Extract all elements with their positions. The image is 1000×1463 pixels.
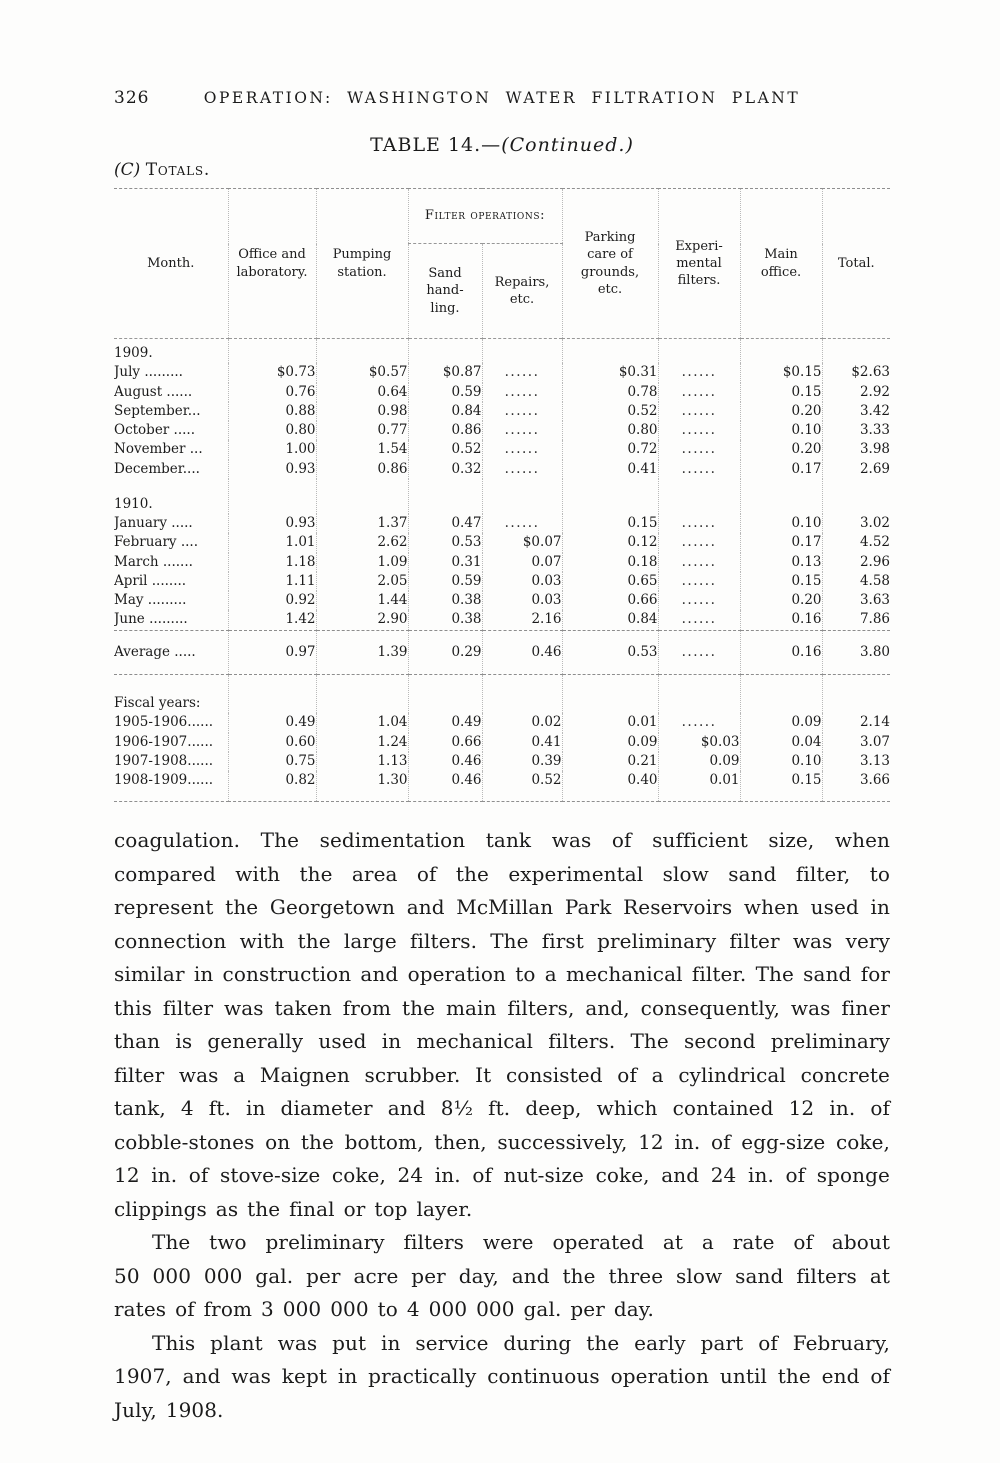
value-cell: 0.66: [408, 733, 482, 752]
row-label: 1908-1909......: [114, 771, 228, 802]
row-label: Fiscal years:: [114, 674, 228, 713]
value-cell: 0.52: [562, 402, 658, 421]
value-cell: 0.59: [408, 383, 482, 402]
value-cell: 0.09: [658, 752, 740, 771]
value-cell: 1.01: [228, 533, 316, 552]
value-cell: [482, 479, 562, 514]
value-cell: 0.64: [316, 383, 408, 402]
row-label: June .........: [114, 610, 228, 630]
value-cell: [822, 479, 890, 514]
value-cell: 3.80: [822, 630, 890, 674]
value-cell: 3.66: [822, 771, 890, 802]
value-cell: 0.46: [408, 752, 482, 771]
value-cell: 0.38: [408, 610, 482, 630]
value-cell: ......: [658, 533, 740, 552]
value-cell: 0.97: [228, 630, 316, 674]
value-cell: 0.29: [408, 630, 482, 674]
value-cell: 3.98: [822, 440, 890, 459]
value-cell: 1.37: [316, 514, 408, 533]
value-cell: 0.20: [740, 591, 822, 610]
value-cell: ......: [482, 460, 562, 479]
value-cell: 2.16: [482, 610, 562, 630]
value-cell: 0.80: [228, 421, 316, 440]
value-cell: 0.41: [562, 460, 658, 479]
value-cell: [316, 479, 408, 514]
value-cell: ......: [658, 713, 740, 732]
value-cell: 2.14: [822, 713, 890, 732]
value-cell: 0.16: [740, 630, 822, 674]
value-cell: 0.53: [562, 630, 658, 674]
value-cell: 0.86: [316, 460, 408, 479]
value-cell: [562, 674, 658, 713]
value-cell: 1.30: [316, 771, 408, 802]
value-cell: 0.09: [562, 733, 658, 752]
table-title-continued: (Continued.): [501, 134, 634, 156]
table-row: [114, 514, 890, 533]
row-label: 1905-1906......: [114, 713, 228, 732]
value-cell: 3.33: [822, 421, 890, 440]
table-row: [114, 402, 890, 421]
value-cell: 0.03: [482, 591, 562, 610]
table-row: [114, 553, 890, 572]
value-cell: 1.00: [228, 440, 316, 459]
value-cell: $0.31: [562, 363, 658, 382]
value-cell: 0.15: [740, 572, 822, 591]
running-title: OPERATION: WASHINGTON WATER FILTRATION PLANT: [203, 89, 801, 107]
value-cell: ......: [482, 383, 562, 402]
value-cell: 0.13: [740, 553, 822, 572]
value-cell: 1.39: [316, 630, 408, 674]
table-row: [114, 440, 890, 459]
value-cell: 0.52: [482, 771, 562, 802]
value-cell: ......: [482, 363, 562, 382]
table-row: [114, 630, 890, 674]
value-cell: ......: [658, 630, 740, 674]
value-cell: 1.11: [228, 572, 316, 591]
value-cell: 7.86: [822, 610, 890, 630]
row-label: December....: [114, 460, 228, 479]
value-cell: 0.01: [658, 771, 740, 802]
paragraph-filter-rates: The two preliminary filters were operated at a rate of about 50 000 000 gal. per acre per day, and the three slow sand filters at rates of from 3 000 000 to 4 000 000 gal. per day.: [114, 1230, 890, 1322]
page-number: 326: [114, 88, 150, 108]
value-cell: 0.46: [408, 771, 482, 802]
value-cell: 0.59: [408, 572, 482, 591]
value-cell: 0.02: [482, 713, 562, 732]
value-cell: 0.15: [562, 514, 658, 533]
table-row: [114, 460, 890, 479]
value-cell: 0.18: [562, 553, 658, 572]
row-label: November ...: [114, 440, 228, 459]
value-cell: 0.10: [740, 514, 822, 533]
value-cell: ......: [482, 440, 562, 459]
value-cell: 0.93: [228, 460, 316, 479]
body-text: [114, 824, 890, 1427]
value-cell: [658, 339, 740, 364]
table-row: [114, 363, 890, 382]
table-row: [114, 339, 890, 364]
row-label: 1910.: [114, 479, 228, 514]
value-cell: [228, 479, 316, 514]
value-cell: 0.76: [228, 383, 316, 402]
page-header: [114, 88, 890, 108]
value-cell: 0.01: [562, 713, 658, 732]
value-cell: 0.03: [482, 572, 562, 591]
value-cell: 2.92: [822, 383, 890, 402]
paragraph-plant-service: This plant was put in service during the early part of February, 1907, and was kept in practically continuous operation until the end of July, 1908.: [114, 1330, 890, 1422]
value-cell: 0.41: [482, 733, 562, 752]
value-cell: $0.15: [740, 363, 822, 382]
value-cell: 3.02: [822, 514, 890, 533]
value-cell: 0.77: [316, 421, 408, 440]
table-title-main: TABLE 14.—: [370, 134, 502, 156]
value-cell: ......: [658, 402, 740, 421]
value-cell: 1.04: [316, 713, 408, 732]
value-cell: 1.09: [316, 553, 408, 572]
table-row: [114, 572, 890, 591]
value-cell: $0.73: [228, 363, 316, 382]
col-header-pumping: Pumping station.: [316, 189, 408, 339]
value-cell: 0.53: [408, 533, 482, 552]
value-cell: 0.98: [316, 402, 408, 421]
value-cell: [822, 674, 890, 713]
row-label: 1907-1908......: [114, 752, 228, 771]
value-cell: 2.90: [316, 610, 408, 630]
row-label: September...: [114, 402, 228, 421]
value-cell: 0.32: [408, 460, 482, 479]
row-label: October .....: [114, 421, 228, 440]
table-row: [114, 771, 890, 802]
value-cell: 0.38: [408, 591, 482, 610]
value-cell: ......: [658, 460, 740, 479]
value-cell: 0.10: [740, 752, 822, 771]
value-cell: 0.17: [740, 533, 822, 552]
value-cell: [482, 339, 562, 364]
value-cell: ......: [658, 421, 740, 440]
value-cell: 3.42: [822, 402, 890, 421]
value-cell: 0.47: [408, 514, 482, 533]
value-cell: [228, 339, 316, 364]
value-cell: 0.75: [228, 752, 316, 771]
row-label: February ....: [114, 533, 228, 552]
value-cell: [316, 339, 408, 364]
row-label: Average .....: [114, 630, 228, 674]
value-cell: ......: [658, 553, 740, 572]
table-row: [114, 610, 890, 630]
totals-table: [114, 188, 890, 802]
value-cell: 0.49: [228, 713, 316, 732]
row-label: 1909.: [114, 339, 228, 364]
row-label: 1906-1907......: [114, 733, 228, 752]
value-cell: 3.13: [822, 752, 890, 771]
table-row: [114, 674, 890, 713]
value-cell: 0.93: [228, 514, 316, 533]
table-row: [114, 421, 890, 440]
col-header-experimental: Experimental filters.: [658, 189, 740, 339]
value-cell: 1.42: [228, 610, 316, 630]
col-header-main-office: Main office.: [740, 189, 822, 339]
value-cell: 3.07: [822, 733, 890, 752]
value-cell: 0.31: [408, 553, 482, 572]
value-cell: 0.04: [740, 733, 822, 752]
value-cell: 0.82: [228, 771, 316, 802]
value-cell: 0.20: [740, 440, 822, 459]
value-cell: 0.17: [740, 460, 822, 479]
value-cell: 0.65: [562, 572, 658, 591]
section-label: (C): [114, 160, 141, 180]
value-cell: ......: [658, 572, 740, 591]
value-cell: 0.92: [228, 591, 316, 610]
value-cell: 0.15: [740, 771, 822, 802]
value-cell: 0.15: [740, 383, 822, 402]
value-cell: 0.09: [740, 713, 822, 732]
value-cell: 0.60: [228, 733, 316, 752]
table-row: [114, 733, 890, 752]
value-cell: [408, 479, 482, 514]
value-cell: 0.39: [482, 752, 562, 771]
value-cell: ......: [658, 610, 740, 630]
value-cell: 0.84: [562, 610, 658, 630]
table-row: [114, 383, 890, 402]
value-cell: [658, 674, 740, 713]
section-title: Totals.: [145, 160, 211, 180]
value-cell: 0.21: [562, 752, 658, 771]
value-cell: 2.05: [316, 572, 408, 591]
value-cell: $0.03: [658, 733, 740, 752]
col-header-filter-operations: Filter operations:: [408, 189, 562, 244]
row-label: August ......: [114, 383, 228, 402]
value-cell: 3.63: [822, 591, 890, 610]
table-row: [114, 591, 890, 610]
table-title: [114, 134, 890, 156]
value-cell: $2.63: [822, 363, 890, 382]
value-cell: 1.13: [316, 752, 408, 771]
value-cell: [408, 674, 482, 713]
value-cell: ......: [658, 363, 740, 382]
row-label: January .....: [114, 514, 228, 533]
value-cell: [740, 479, 822, 514]
table-row: [114, 752, 890, 771]
col-header-month: Month.: [114, 189, 228, 339]
value-cell: 0.10: [740, 421, 822, 440]
value-cell: 0.52: [408, 440, 482, 459]
value-cell: [822, 339, 890, 364]
value-cell: 2.69: [822, 460, 890, 479]
value-cell: 2.62: [316, 533, 408, 552]
value-cell: 0.40: [562, 771, 658, 802]
value-cell: 0.66: [562, 591, 658, 610]
value-cell: [316, 674, 408, 713]
value-cell: 0.72: [562, 440, 658, 459]
row-label: April ........: [114, 572, 228, 591]
table-row: [114, 479, 890, 514]
value-cell: ......: [482, 514, 562, 533]
value-cell: ......: [658, 591, 740, 610]
value-cell: [562, 339, 658, 364]
value-cell: 0.46: [482, 630, 562, 674]
value-cell: [740, 674, 822, 713]
totals-table-body: [114, 339, 890, 802]
paragraph-continuation: coagulation. The sedimentation tank was of sufficient size, when compared with the area of the experimental slow sand filter, to represent the Georgetown and McMillan Park Reservoirs when used in connection with the large filters. The first preliminary filter was very similar in construction and operation to a mechanical filter. The sand for this filter was taken from the main filters, and, consequently, was finer than is generally used in mechanical filters. The second preliminary filter was a Maignen scrubber. It consisted of a cylindrical concrete tank, 4 ft. in diameter and 8½ ft. deep, which contained 12 in. of cobble-stones on the bottom, then, successively, 12 in. of egg-size coke, 12 in. of stove-size coke, 24 in. of nut-size coke, and 24 in. of sponge clippings as the final or top layer.: [114, 828, 890, 1221]
value-cell: 0.86: [408, 421, 482, 440]
value-cell: [482, 674, 562, 713]
value-cell: 1.18: [228, 553, 316, 572]
table-row: [114, 713, 890, 732]
value-cell: ......: [658, 514, 740, 533]
value-cell: 4.58: [822, 572, 890, 591]
value-cell: $0.57: [316, 363, 408, 382]
value-cell: [562, 479, 658, 514]
col-header-parking: Parking care of grounds, etc.: [562, 189, 658, 339]
row-label: May .........: [114, 591, 228, 610]
value-cell: ......: [658, 383, 740, 402]
col-header-total: Total.: [822, 189, 890, 339]
value-cell: 0.16: [740, 610, 822, 630]
value-cell: [408, 339, 482, 364]
value-cell: 1.44: [316, 591, 408, 610]
value-cell: 0.12: [562, 533, 658, 552]
value-cell: ......: [658, 440, 740, 459]
row-label: July .........: [114, 363, 228, 382]
value-cell: $0.87: [408, 363, 482, 382]
value-cell: 0.80: [562, 421, 658, 440]
value-cell: ......: [482, 421, 562, 440]
value-cell: [740, 339, 822, 364]
value-cell: 0.49: [408, 713, 482, 732]
value-cell: 0.20: [740, 402, 822, 421]
value-cell: $0.07: [482, 533, 562, 552]
col-header-office: Office and laboratory.: [228, 189, 316, 339]
value-cell: 2.96: [822, 553, 890, 572]
section-heading: [114, 160, 890, 180]
value-cell: 1.54: [316, 440, 408, 459]
col-header-sand-handling: Sand handling.: [408, 244, 482, 339]
table-header: [114, 189, 890, 339]
value-cell: ......: [482, 402, 562, 421]
value-cell: 0.84: [408, 402, 482, 421]
row-label: March .......: [114, 553, 228, 572]
value-cell: [658, 479, 740, 514]
value-cell: 0.88: [228, 402, 316, 421]
value-cell: 4.52: [822, 533, 890, 552]
value-cell: 1.24: [316, 733, 408, 752]
value-cell: 0.07: [482, 553, 562, 572]
col-header-repairs: Repairs, etc.: [482, 244, 562, 339]
value-cell: 0.78: [562, 383, 658, 402]
value-cell: [228, 674, 316, 713]
table-row: [114, 533, 890, 552]
